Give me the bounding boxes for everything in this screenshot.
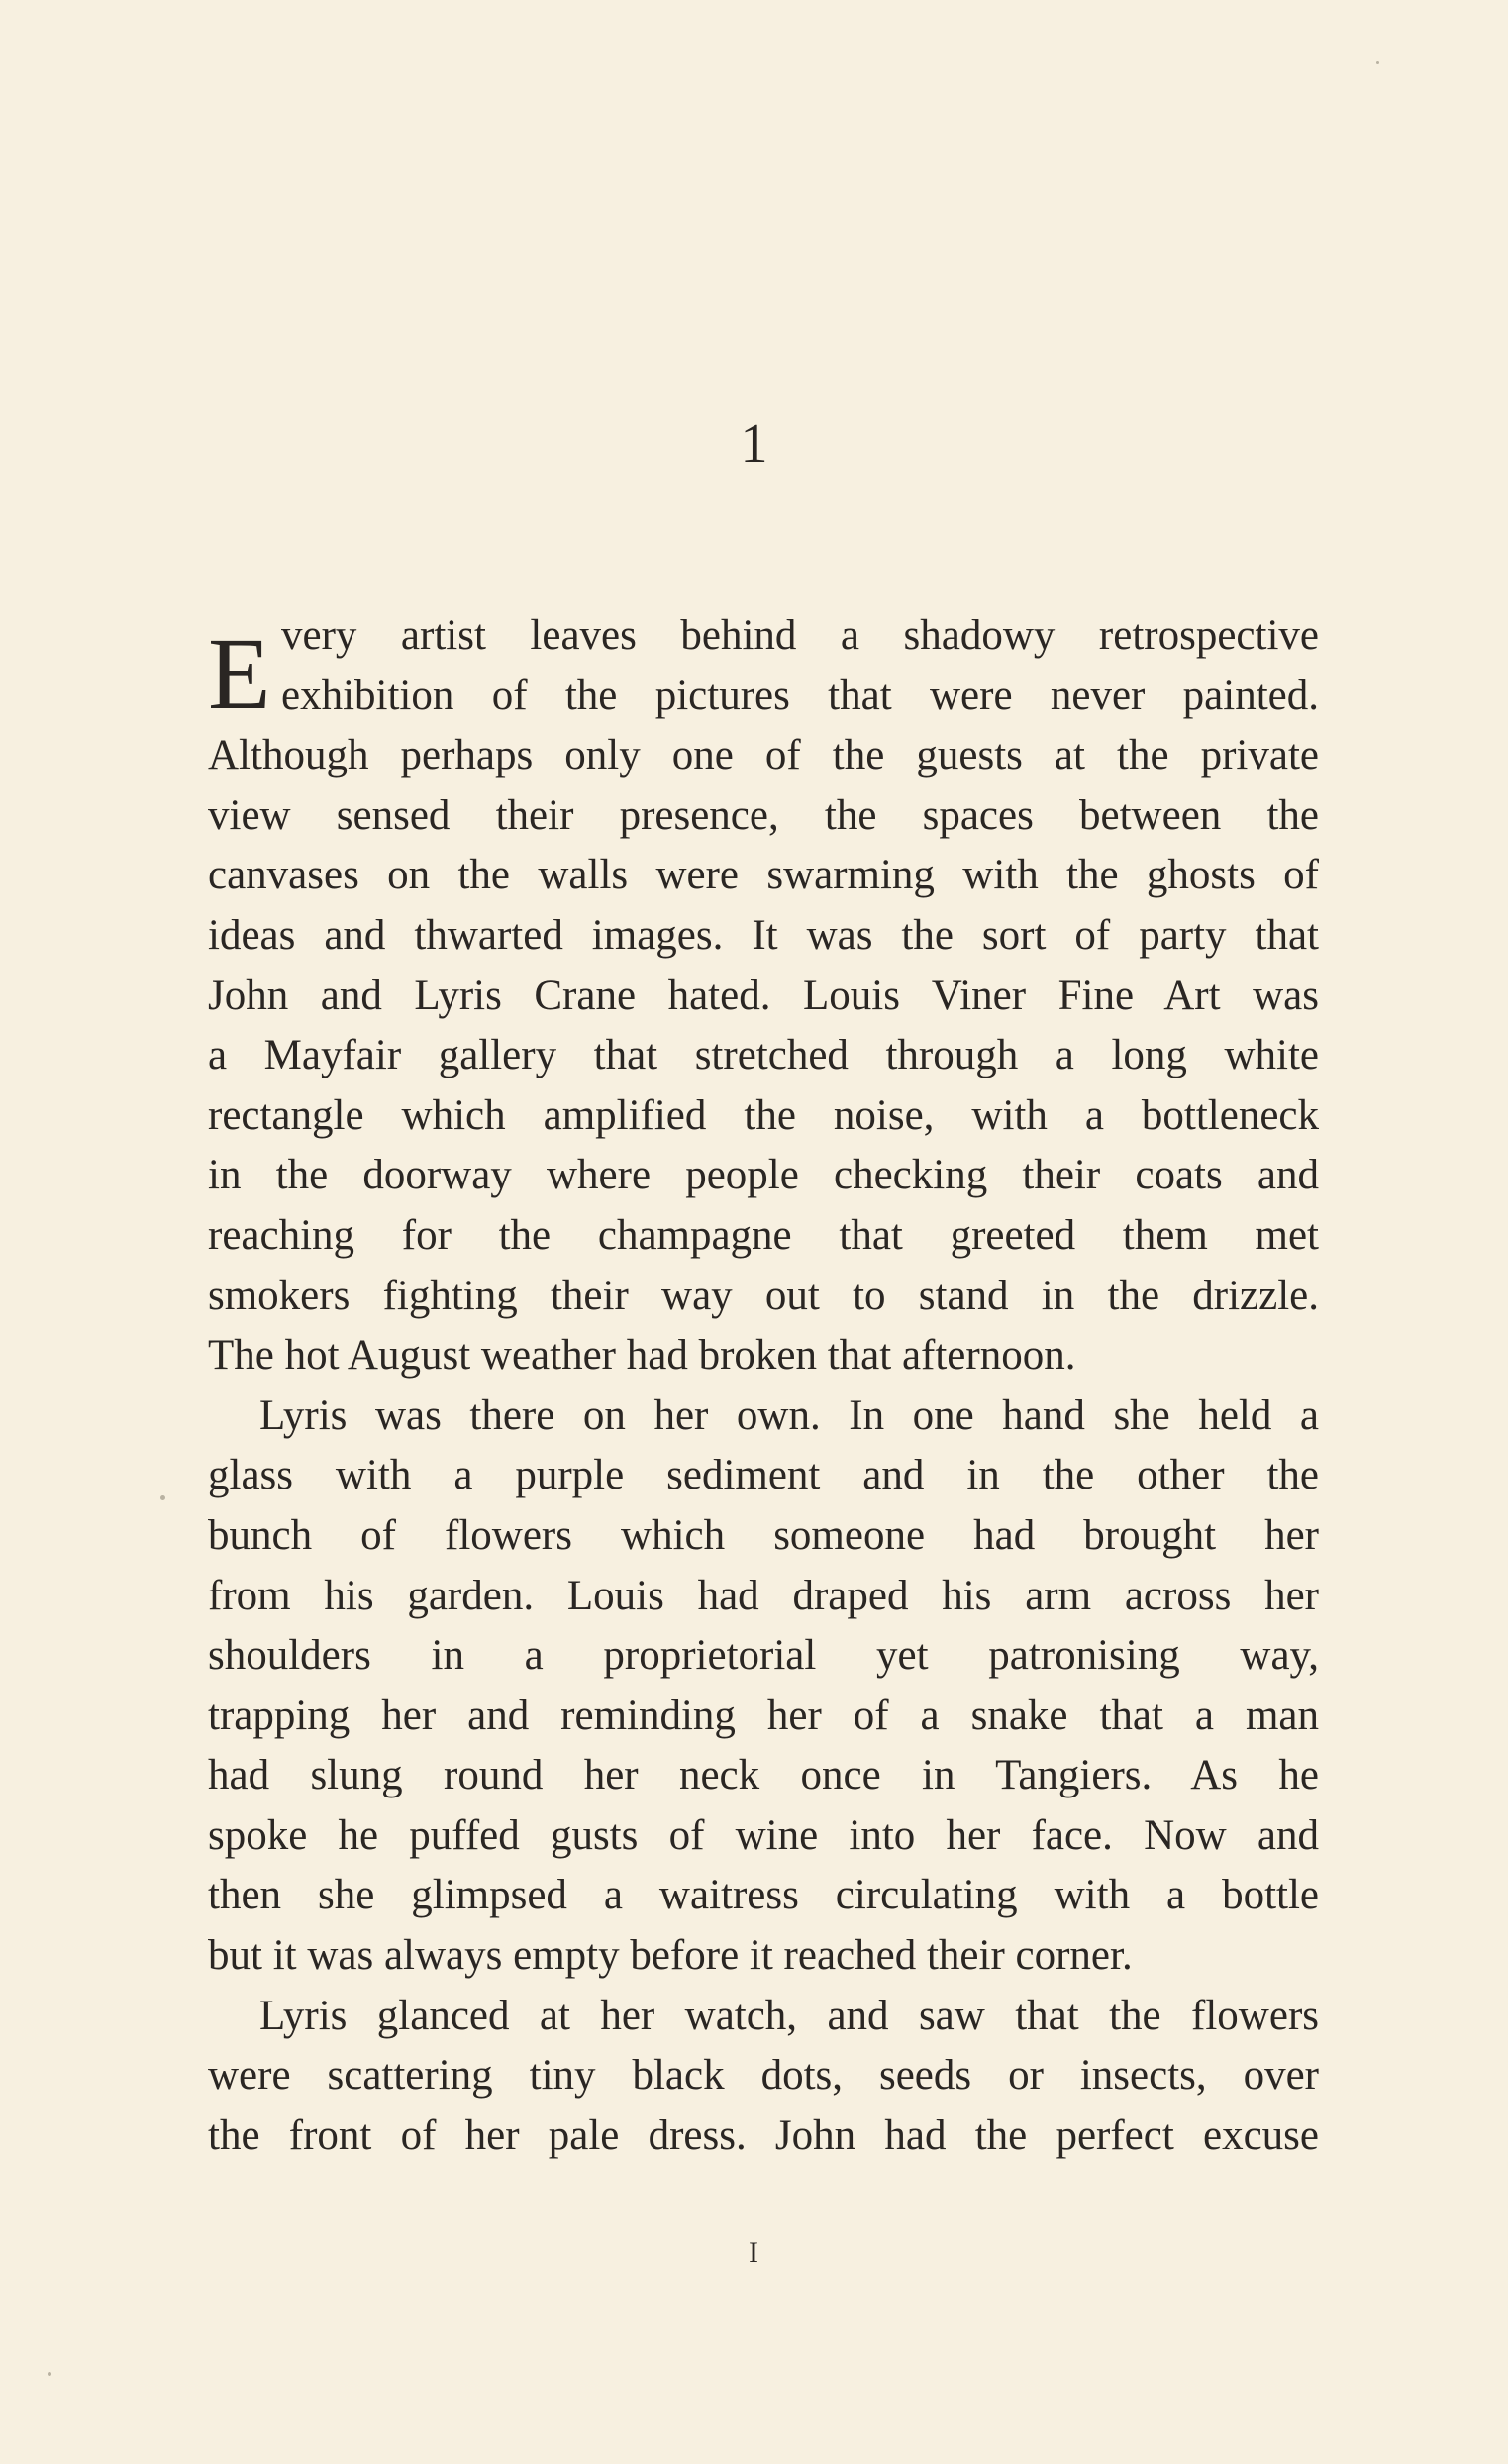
- paper-speck: [1376, 61, 1379, 64]
- page-number: I: [749, 2236, 759, 2269]
- text-line: view sensed their presence, the spaces between the: [208, 791, 1319, 839]
- text-line: Lyris was there on her own. In one hand she held a: [259, 1391, 1319, 1439]
- drop-cap: E: [208, 617, 271, 731]
- text-line: very artist leaves behind a shadowy retrospective: [281, 612, 1319, 659]
- text-line: reaching for the champagne that greeted them met: [208, 1211, 1319, 1259]
- text-line: smokers fighting their way out to stand in the drizzle.: [208, 1272, 1319, 1319]
- chapter-text: [208, 606, 1319, 2166]
- text-line: Although perhaps only one of the guests at the private: [208, 732, 1319, 779]
- text-line: trapping her and reminding her of a snake that a man: [208, 1692, 1319, 1739]
- text-line: a Mayfair gallery that stretched through a long white: [208, 1032, 1319, 1079]
- text-line: rectangle which amplified the noise, with a bottleneck: [208, 1091, 1319, 1139]
- text-line: had slung round her neck once in Tangiers. As he: [208, 1752, 1319, 1799]
- paper-speck: [160, 1495, 165, 1500]
- text-line: then she glimpsed a waitress circulating with a bottle: [208, 1872, 1319, 1919]
- text-line: Lyris glanced at her watch, and saw that the flowers: [259, 1992, 1319, 2039]
- text-line: in the doorway where people checking their coats and: [208, 1152, 1319, 1199]
- text-line: the front of her pale dress. John had the perfect excuse: [208, 2111, 1319, 2159]
- paper-speck: [48, 2372, 51, 2376]
- text-line: were scattering tiny black dots, seeds or insects, over: [208, 2052, 1319, 2100]
- text-line: The hot August weather had broken that afternoon.: [208, 1332, 1076, 1380]
- text-line: John and Lyris Crane hated. Louis Viner Fine Art was: [208, 972, 1319, 1019]
- text-line: canvases on the walls were swarming with the ghosts of: [208, 852, 1319, 899]
- text-line: ideas and thwarted images. It was the sort of party that: [208, 911, 1319, 959]
- text-line: shoulders in a proprietorial yet patronising way,: [208, 1632, 1319, 1680]
- text-line: bunch of flowers which someone had brought her: [208, 1511, 1319, 1559]
- text-line: spoke he puffed gusts of wine into her face. Now and: [208, 1811, 1319, 1859]
- chapter-number: 1: [740, 413, 768, 474]
- text-line: from his garden. Louis had draped his arm across her: [208, 1572, 1319, 1619]
- text-line: exhibition of the pictures that were never painted.: [281, 671, 1319, 719]
- text-line: but it was always empty before it reached their corner.: [208, 1932, 1133, 1980]
- text-line: glass with a purple sediment and in the other the: [208, 1452, 1319, 1499]
